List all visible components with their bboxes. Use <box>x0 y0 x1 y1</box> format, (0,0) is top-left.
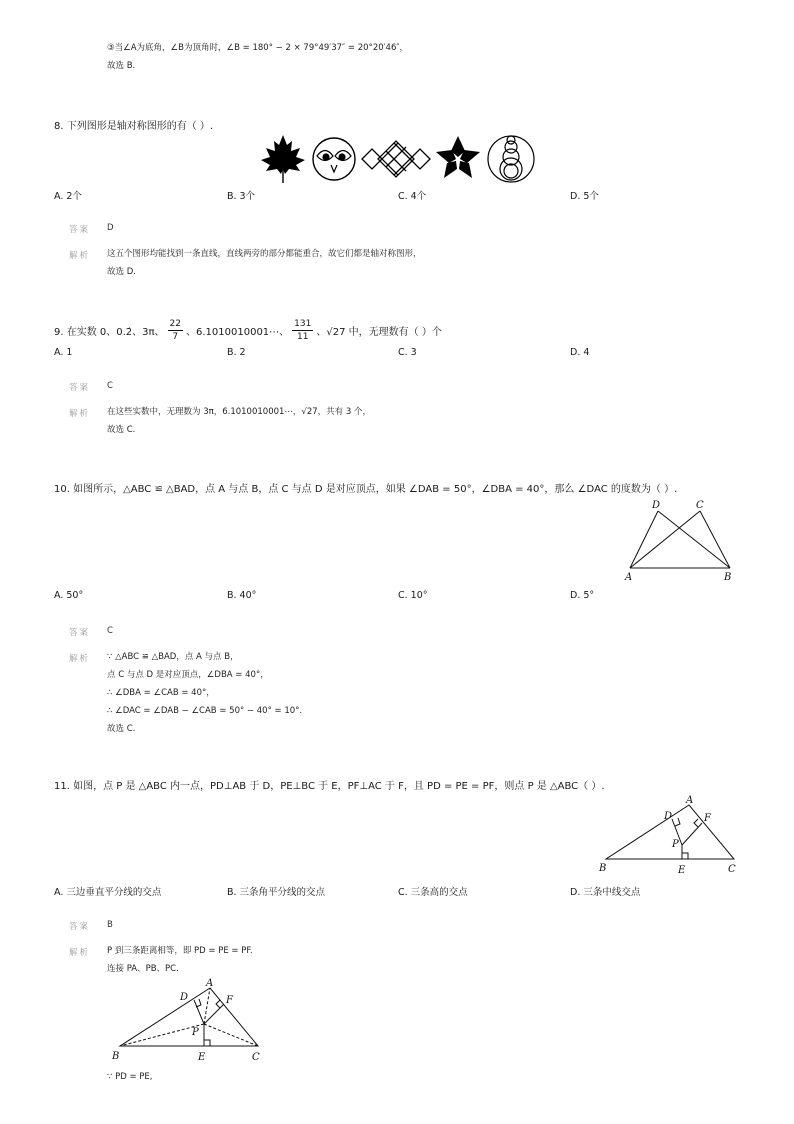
question-11-figure <box>594 793 744 881</box>
point-p-label: P <box>192 1027 199 1038</box>
option-b[interactable]: B. 3个 <box>227 191 256 202</box>
analysis-line: 故选 C. <box>107 425 136 435</box>
analysis-line: 故选 D. <box>107 267 136 277</box>
analysis-line: P 到三条距离相等，即 PD = PE = PF. <box>107 946 253 956</box>
analysis-line: ∵ PD = PE, <box>107 1072 153 1082</box>
option-d[interactable]: D. 三条中线交点 <box>570 887 641 898</box>
vertex-b-label: B <box>112 1051 120 1062</box>
answer-value: B <box>107 920 113 930</box>
answer-value: C <box>107 626 113 636</box>
option-d[interactable]: D. 5° <box>570 590 595 601</box>
vertex-a-label: A <box>625 572 633 583</box>
owl-face-icon <box>313 138 355 180</box>
analysis-figure <box>108 976 268 1064</box>
analysis-line: 这五个图形均能找到一条直线，直线两旁的部分都能重合，故它们都是轴对称图形， <box>107 249 422 259</box>
analysis-line: 点 C 与点 D 是对应顶点，∠DBA = 40°， <box>107 670 269 680</box>
stem-text: 、√27 中，无理数有（ ）个 <box>316 327 442 338</box>
point-d-label: D <box>664 811 673 822</box>
vertex-c-label: C <box>728 864 736 875</box>
analysis-label: 解析 <box>69 654 91 664</box>
analysis-label: 解析 <box>69 251 91 261</box>
vertex-a-label: A <box>206 978 214 989</box>
prev-explanation-line: ③当∠A为底角，∠B为顶角时，∠B = 180° − 2 × 79°49′37″ = 20°20′46″， <box>107 43 409 53</box>
segment-bc <box>700 511 730 568</box>
analysis-line: 故选 C. <box>107 724 136 734</box>
fraction <box>292 318 313 343</box>
segment-ad <box>630 511 658 568</box>
question-11-stem: 11. 如图，点 P 是 △ABC 内一点，PD⊥AB 于 D，PE⊥BC 于 E，PF⊥AC 于 F，且 PD = PE = PF，则点 P 是 △ABC（ ）. <box>54 781 605 792</box>
right-angle-mark-e <box>204 1040 210 1046</box>
option-d[interactable]: D. 5个 <box>570 191 599 202</box>
fraction-denominator: 7 <box>172 332 179 342</box>
right-angle-mark-f <box>694 819 698 827</box>
option-b[interactable]: B. 三条角平分线的交点 <box>227 887 326 898</box>
segment-ac <box>630 511 700 568</box>
option-b[interactable]: B. 2 <box>227 347 246 358</box>
right-angle-mark-d <box>675 818 680 826</box>
point-p-label: P <box>672 839 679 850</box>
pinwheel-star-icon <box>436 136 480 178</box>
segment-pd <box>194 1000 204 1024</box>
nested-circles-icon <box>488 136 534 182</box>
option-c[interactable]: C. 10° <box>398 590 428 601</box>
fraction-numerator: 22 <box>169 319 181 329</box>
analysis-label: 解析 <box>69 409 91 419</box>
chinese-knot-icon <box>362 141 430 177</box>
analysis-label: 解析 <box>69 948 91 958</box>
analysis-line: 连接 PA、PB、PC. <box>107 964 179 974</box>
vertex-b-label: B <box>724 572 732 583</box>
prev-explanation-line: 故选 B. <box>107 61 136 71</box>
point-f-label: F <box>704 813 711 824</box>
point-e-label: E <box>678 865 686 876</box>
vertex-c-label: C <box>252 1052 260 1063</box>
question-8-stem: 8. 下列图形是轴对称图形的有（ ）. <box>54 121 214 132</box>
point-e-label: E <box>198 1052 206 1063</box>
right-angle-mark-e <box>682 853 688 859</box>
answer-value: C <box>107 381 113 391</box>
right-angle-mark-f <box>216 1000 220 1008</box>
stem-text: 9. 在实数 0、0.2̇、3π、 <box>54 327 165 338</box>
point-f-label: F <box>226 995 233 1006</box>
fraction <box>168 318 183 343</box>
stem-text: 、6.1010010001⋯、 <box>186 327 290 338</box>
maple-leaf-icon <box>261 135 305 183</box>
vertex-a-label: A <box>686 795 694 806</box>
option-a[interactable]: A. 1 <box>54 347 73 358</box>
segment-pc <box>204 1024 258 1046</box>
fraction-numerator: 131 <box>294 319 312 329</box>
segment-bd <box>658 511 730 568</box>
question-10-figure <box>620 496 740 586</box>
option-a[interactable]: A. 三边垂直平分线的交点 <box>54 887 162 898</box>
vertex-c-label: C <box>696 500 704 511</box>
answer-label: 答案 <box>69 628 91 638</box>
option-c[interactable]: C. 三条高的交点 <box>398 887 468 898</box>
analysis-line: ∵ △ABC ≌ △BAD，点 A 与点 B， <box>107 652 239 662</box>
answer-label: 答案 <box>69 383 91 393</box>
vertex-b-label: B <box>599 863 607 874</box>
option-d[interactable]: D. 4 <box>570 347 590 358</box>
question-9-stem <box>54 318 442 343</box>
question-10-stem: 10. 如图所示，△ABC ≌ △BAD，点 A 与点 B，点 C 与点 D 是对应顶点，如果 ∠DAB = 50°，∠DBA = 40°，那么 ∠DAC 的度数为（ ）. <box>54 484 678 495</box>
analysis-line: 在这些实数中，无理数为 3π，6.1010010001⋯，√27，共有 3 个， <box>107 407 371 417</box>
option-c[interactable]: C. 4个 <box>398 191 427 202</box>
option-a[interactable]: A. 2个 <box>54 191 82 202</box>
fraction-denominator: 11 <box>297 332 309 342</box>
question-8-figures <box>256 133 540 185</box>
option-a[interactable]: A. 50° <box>54 590 84 601</box>
answer-value: D <box>107 223 114 233</box>
vertex-d-label: D <box>652 500 661 511</box>
segment-pf <box>682 823 702 845</box>
option-c[interactable]: C. 3 <box>398 347 417 358</box>
analysis-line: ∴ ∠DAC = ∠DAB − ∠CAB = 50° − 40° = 10°. <box>107 706 303 716</box>
answer-label: 答案 <box>69 922 91 932</box>
answer-label: 答案 <box>69 225 91 235</box>
point-d-label: D <box>180 992 189 1003</box>
analysis-line: ∴ ∠DBA = ∠CAB = 40°， <box>107 688 215 698</box>
option-b[interactable]: B. 40° <box>227 590 257 601</box>
